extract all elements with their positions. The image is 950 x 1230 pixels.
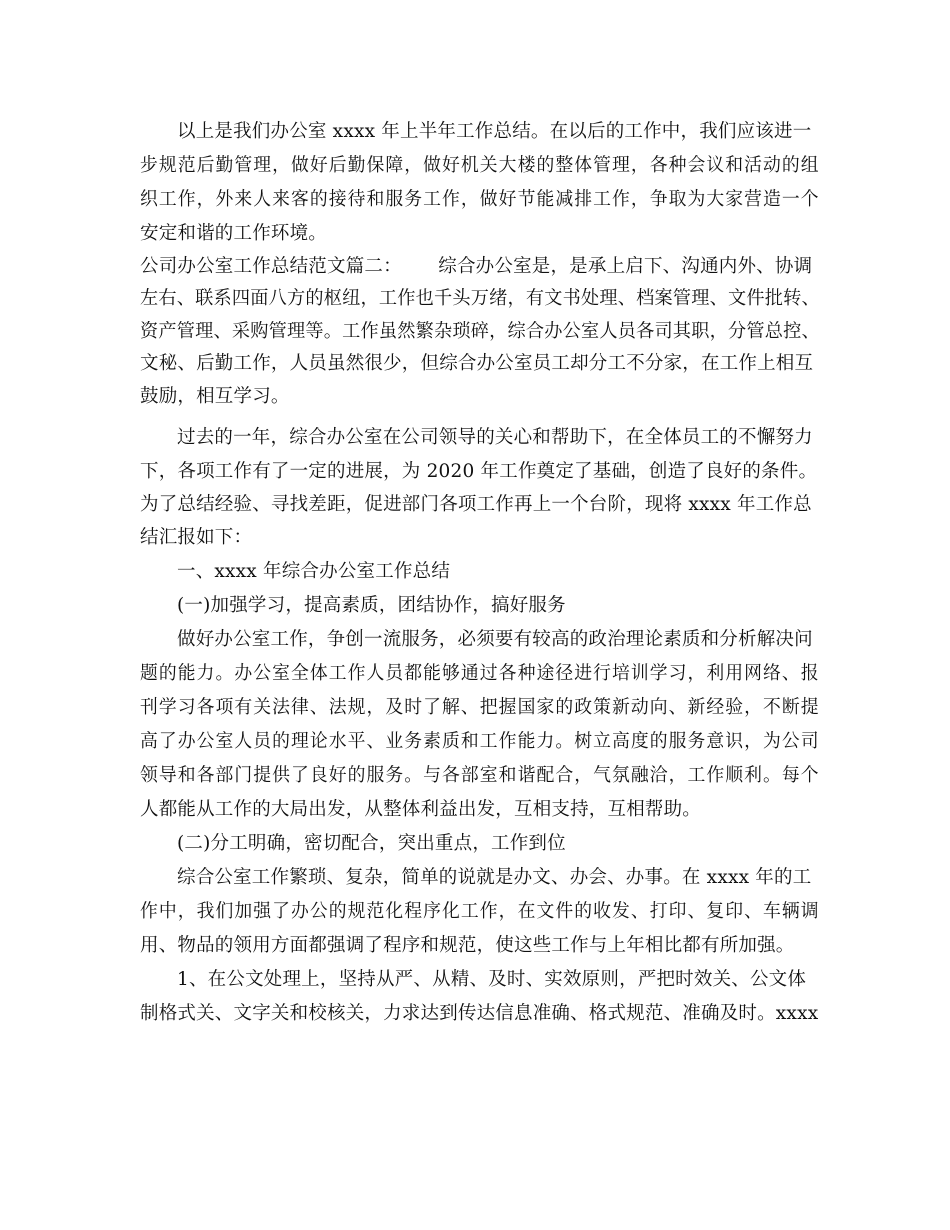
text-line: 安定和谐的工作环境。 [140, 223, 328, 244]
text-line: 结汇报如下： [140, 527, 253, 548]
text-line: 作中，我们加强了办公的规范化程序化工作，在文件的收发、打印、复印、车辆调 [140, 901, 820, 922]
text-line: 用、物品的领用方面都强调了程序和规范，使这些工作与上年相比都有所加强。 [140, 935, 795, 956]
section-heading: 一、xxxx 年综合办公室工作总结 [177, 561, 451, 582]
text-line: 做好办公室工作，争创一流服务，必须要有较高的政治理论素质和分析解决问 [177, 629, 813, 650]
text-line: 步规范后勤管理，做好后勤保障，做好机关大楼的整体管理，各种会议和活动的组 [140, 155, 820, 176]
text-line: 过去的一年，综合办公室在公司领导的关心和帮助下，在全体员工的不懈努力 [177, 427, 813, 448]
text-line: 1、在公文处理上，坚持从严、从精、及时、实效原则，严把时效关、公文体 [177, 969, 807, 990]
text-line: 织工作，外来人来客的接待和服务工作，做好节能减排工作，争取为大家营造一个 [140, 189, 820, 210]
text-line: 鼓励，相互学习。 [140, 386, 290, 407]
text-line: 制格式关、文字关和校核关，力求达到传达信息准确、格式规范、准确及时。xxxx [140, 1003, 819, 1024]
text-line: 下，各项工作有了一定的进展，为 2020 年工作奠定了基础，创造了良好的条件。 [140, 461, 818, 482]
text-line: 文秘、后勤工作，人员虽然很少，但综合办公室员工却分工不分家，在工作上相互 [140, 353, 814, 374]
text-line: 为了总结经验、寻找差距，促进部门各项工作再上一个台阶，现将 xxxx 年工作总 [140, 494, 812, 515]
text-line: 资产管理、采购管理等。工作虽然繁杂琐碎，综合办公室人员各司其职，分管总控、 [140, 321, 820, 342]
text-line: 领导和各部门提供了良好的服务。与各部室和谐配合，气氛融洽，工作顺利。每个 [140, 765, 820, 786]
text-line: 题的能力。办公室全体工作人员都能够通过各种途径进行培训学习，利用网络、报 [140, 663, 820, 684]
subsection-heading: (一)加强学习，提高素质，团结协作，搞好服务 [177, 595, 566, 616]
subsection-heading: (二)分工明确，密切配合，突出重点，工作到位 [177, 833, 566, 854]
section-heading: 公司办公室工作总结范文篇二： 综合办公室是，是承上启下、沟通内外、协调 [140, 256, 813, 277]
text-line: 左右、联系四面八方的枢纽，工作也千头万绪，有文书处理、档案管理、文件批转、 [140, 288, 820, 309]
text-line: 刊学习各项有关法律、法规，及时了解、把握国家的政策新动向、新经验，不断提 [140, 697, 820, 718]
text-line: 综合公室工作繁琐、复杂，简单的说就是办文、办会、办事。在 xxxx 年的工 [177, 867, 812, 888]
text-line: 高了办公室人员的理论水平、业务素质和工作能力。树立高度的服务意识，为公司 [140, 731, 820, 752]
text-line: 人都能从工作的大局出发，从整体利益出发，互相支持，互相帮助。 [140, 799, 702, 820]
text-line: 以上是我们办公室 xxxx 年上半年工作总结。在以后的工作中，我们应该进一 [177, 121, 812, 142]
